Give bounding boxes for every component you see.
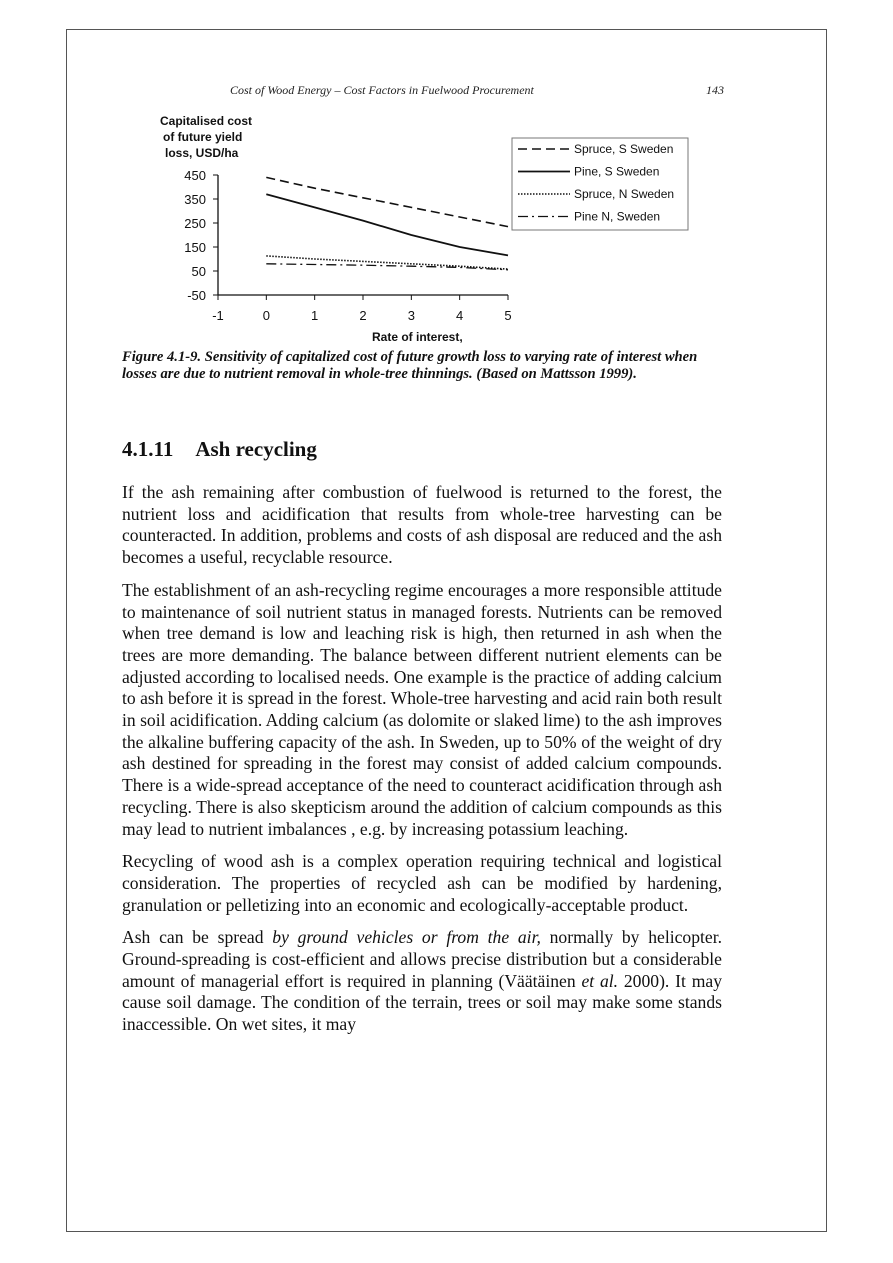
section-title: Ash recycling <box>195 437 317 461</box>
figure-caption <box>122 349 722 382</box>
x-tick-label: 3 <box>407 308 415 323</box>
caption-text: Sensitivity of capitalized cost of future growth loss to varying rate of interest when losses are due to nutrient removal in whole-tree thinnings. (Based on Mattsson 1999). <box>122 349 698 382</box>
y-tick-label: 150 <box>184 240 206 255</box>
caption-label: Figure 4.1-9. <box>122 349 202 365</box>
x-tick-label: 5 <box>504 308 512 323</box>
figure-chart <box>120 112 720 348</box>
running-head-title: Cost of Wood Energy – Cost Factors in Fuelwood Procurement <box>230 83 534 97</box>
x-tick-label: 4 <box>456 308 464 323</box>
x-tick-label: 1 <box>311 308 319 323</box>
chart-series <box>266 177 508 269</box>
paragraph-italic: et al. <box>581 970 619 991</box>
x-axis-label: Rate of interest, <box>372 330 463 344</box>
body-text <box>122 482 722 1047</box>
x-tick-label: -1 <box>212 308 224 323</box>
section-heading <box>122 437 317 462</box>
legend-label: Spruce, N Sweden <box>574 187 675 201</box>
x-tick-label: 0 <box>262 308 270 323</box>
series-line-pine-n-sweden <box>266 264 508 270</box>
chart-legend <box>512 138 688 230</box>
paragraph <box>122 927 722 1036</box>
x-tick-label: 2 <box>359 308 367 323</box>
y-tick-label: 350 <box>184 192 206 207</box>
page-number: 143 <box>706 83 724 97</box>
paragraph-text: Ash can be spread <box>122 927 273 948</box>
y-tick-label: 250 <box>184 216 206 231</box>
chart-svg <box>120 112 720 348</box>
series-line-pine-s-sweden <box>266 194 508 255</box>
y-axis-ticks <box>184 168 218 303</box>
y-tick-label: -50 <box>187 288 206 303</box>
series-line-spruce-s-sweden <box>266 177 508 226</box>
legend-label: Spruce, S Sweden <box>574 142 674 156</box>
paragraph-italic: by ground vehicles or from the air, <box>272 927 541 948</box>
paragraph-text: 2000). It may cause soil damage. The condition of the terrain, trees or soil may make some stands inaccessible. On wet sites, it may <box>122 970 722 1035</box>
paragraph: The establishment of an ash-recycling regime encourages a more responsible attitude to maintenance of soil nutrient status in managed forests. Nutrients can be removed when tree demand is low and leaching risk is high, then returned in ash when the trees are more demanding. The balance between different nutrient elements can be adjusted according to localised needs. One example is the practice of adding calcium to ash before it is spread in the forest. Whole-tree harvesting and acid rain both result in soil acidification. Adding calcium (as dolomite or slaked lime) to the ash improves the alkaline buffering capacity of the ash. In Sweden, up to 50% of the weight of dry ash destined for spreading in the forest may consist of added calcium compounds. There is a wide-spread acceptance of the need to counteract acidification through ash recycling. There is also skepticism around the addition of calcium compounds as this may lead to nutrient imbalances , e.g. by increasing potassium leaching. <box>122 579 723 839</box>
chart-axes <box>218 175 508 295</box>
y-axis-label-line: of future yield <box>163 130 243 144</box>
legend-label: Pine, S Sweden <box>574 164 660 179</box>
y-axis-label-line: Capitalised cost <box>160 114 253 128</box>
section-number: 4.1.11 <box>122 437 174 461</box>
series-line-spruce-n-sweden <box>266 256 508 269</box>
y-axis-label <box>160 114 252 160</box>
paragraph: Recycling of wood ash is a complex operation requiring technical and logistical consideration. The properties of recycled ash can be modified by hardening, granulation or pelletizing into an economic and ecologically-acceptable product. <box>122 851 722 915</box>
x-axis-ticks <box>212 295 511 323</box>
y-axis-label-line: loss, USD/ha <box>165 146 239 160</box>
y-tick-label: 50 <box>191 264 206 279</box>
paragraph: If the ash remaining after combustion of fuelwood is returned to the forest, the nutrient loss and acidification that results from whole-tree harvesting can be counteracted. In addition, problems and costs of ash disposal are reduced and the ash becomes a useful, recyclable resource. <box>122 482 722 568</box>
legend-label: Pine N, Sweden <box>574 209 661 224</box>
paragraph-text: normally by helicopter. Ground-spreading is cost-efficient and allows precise distribution but a considerable amount of managerial effort is required in planning (Väätäinen <box>122 927 722 991</box>
y-tick-label: 450 <box>184 168 206 183</box>
